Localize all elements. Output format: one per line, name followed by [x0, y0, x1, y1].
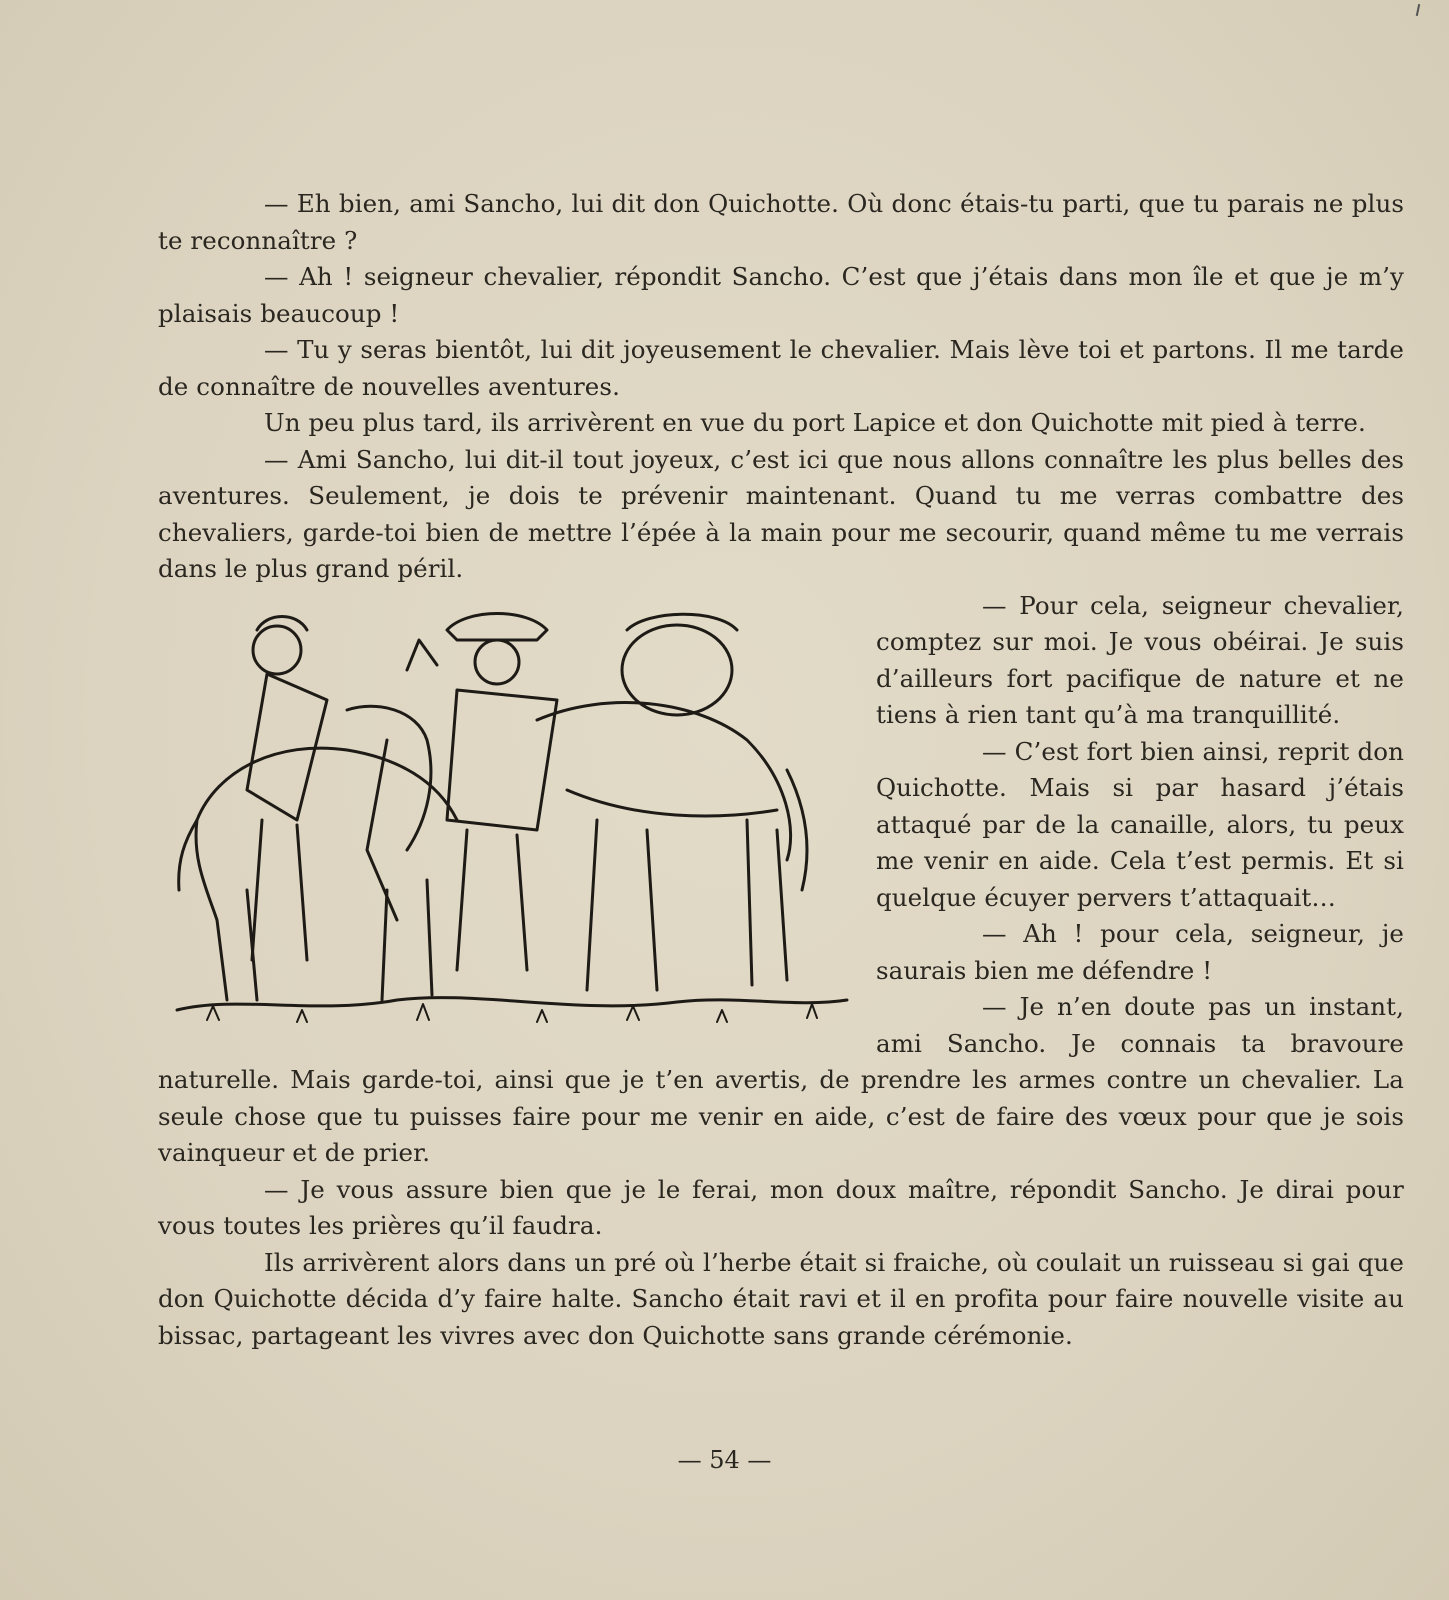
paragraph: — Tu y seras bientôt, lui dit joyeusement le chevalier. Mais lève toi et partons. Il me tarde de connaître de nouvelles aventures. [158, 335, 1404, 401]
illustration-drawing [156, 590, 858, 1046]
paragraph: Un peu plus tard, ils arrivèrent en vue du port Lapice et don Quichotte mit pied à terre. [264, 408, 1366, 437]
body-text [158, 186, 1404, 1354]
paragraph: — Eh bien, ami Sancho, lui dit don Quichotte. Où donc étais-tu parti, que tu parais ne plus te reconnaître ? [158, 189, 1404, 255]
paragraph: — C’est fort bien ainsi, reprit don Quichotte. Mais si par hasard j’étais attaqué par de la canaille, alors, tu peux me venir en aide. Cela t’est permis. Et si quelque écuyer pervers t’attaquait… [876, 736, 1404, 912]
paragraph: — Pour cela, seigneur chevalier, comptez sur moi. Je vous obéirai. Je suis d’ailleurs fort pacifique de nature et ne tiens à rien tant qu’à ma tranquillité. [876, 590, 1404, 729]
illustration-knight-squire-horses [156, 590, 858, 1046]
paragraph: — Ami Sancho, lui dit-il tout joyeux, c’est ici que nous allons connaître les plus belles des aventures. Seulement, je dois te prévenir maintenant. Quand tu me verras combattre des chevaliers, garde-toi bien de mettre l’épée à la main pour me secourir, quand même tu me verrais dans le plus grand péril. [158, 444, 1404, 583]
paragraph: — Je vous assure bien que je le ferai, mon doux maître, répondit Sancho. Je dirai pour vous toutes les prières qu’il faudra. [158, 1174, 1404, 1240]
pencil-mark [1416, 4, 1420, 16]
page-number: — 54 — [677, 1446, 772, 1474]
paragraph: — Ah ! pour cela, seigneur, je saurais bien me défendre ! [876, 919, 1404, 985]
paragraph: Ils arrivèrent alors dans un pré où l’herbe était si fraiche, où coulait un ruisseau si gai que don Quichotte décida d’y faire halte. Sancho était ravi et il en profita pour faire nouvelle visite au bissac, partageant les vivres avec don Quichotte sans grande cérémonie. [158, 1247, 1404, 1350]
paragraph: — Ah ! seigneur chevalier, répondit Sancho. C’est que j’étais dans mon île et que je m’y plaisais beaucoup ! [158, 262, 1404, 328]
paragraph: — Je n’en doute pas un instant, ami Sancho. Je connais ta bravoure naturelle. Mais garde-toi, ainsi que je t’en avertis, de prendre les armes contre un chevalier. La seule chose que tu puisses faire pour me venir en aide, c’est de faire des vœux pour que je sois vainqueur et de prier. [158, 992, 1404, 1167]
